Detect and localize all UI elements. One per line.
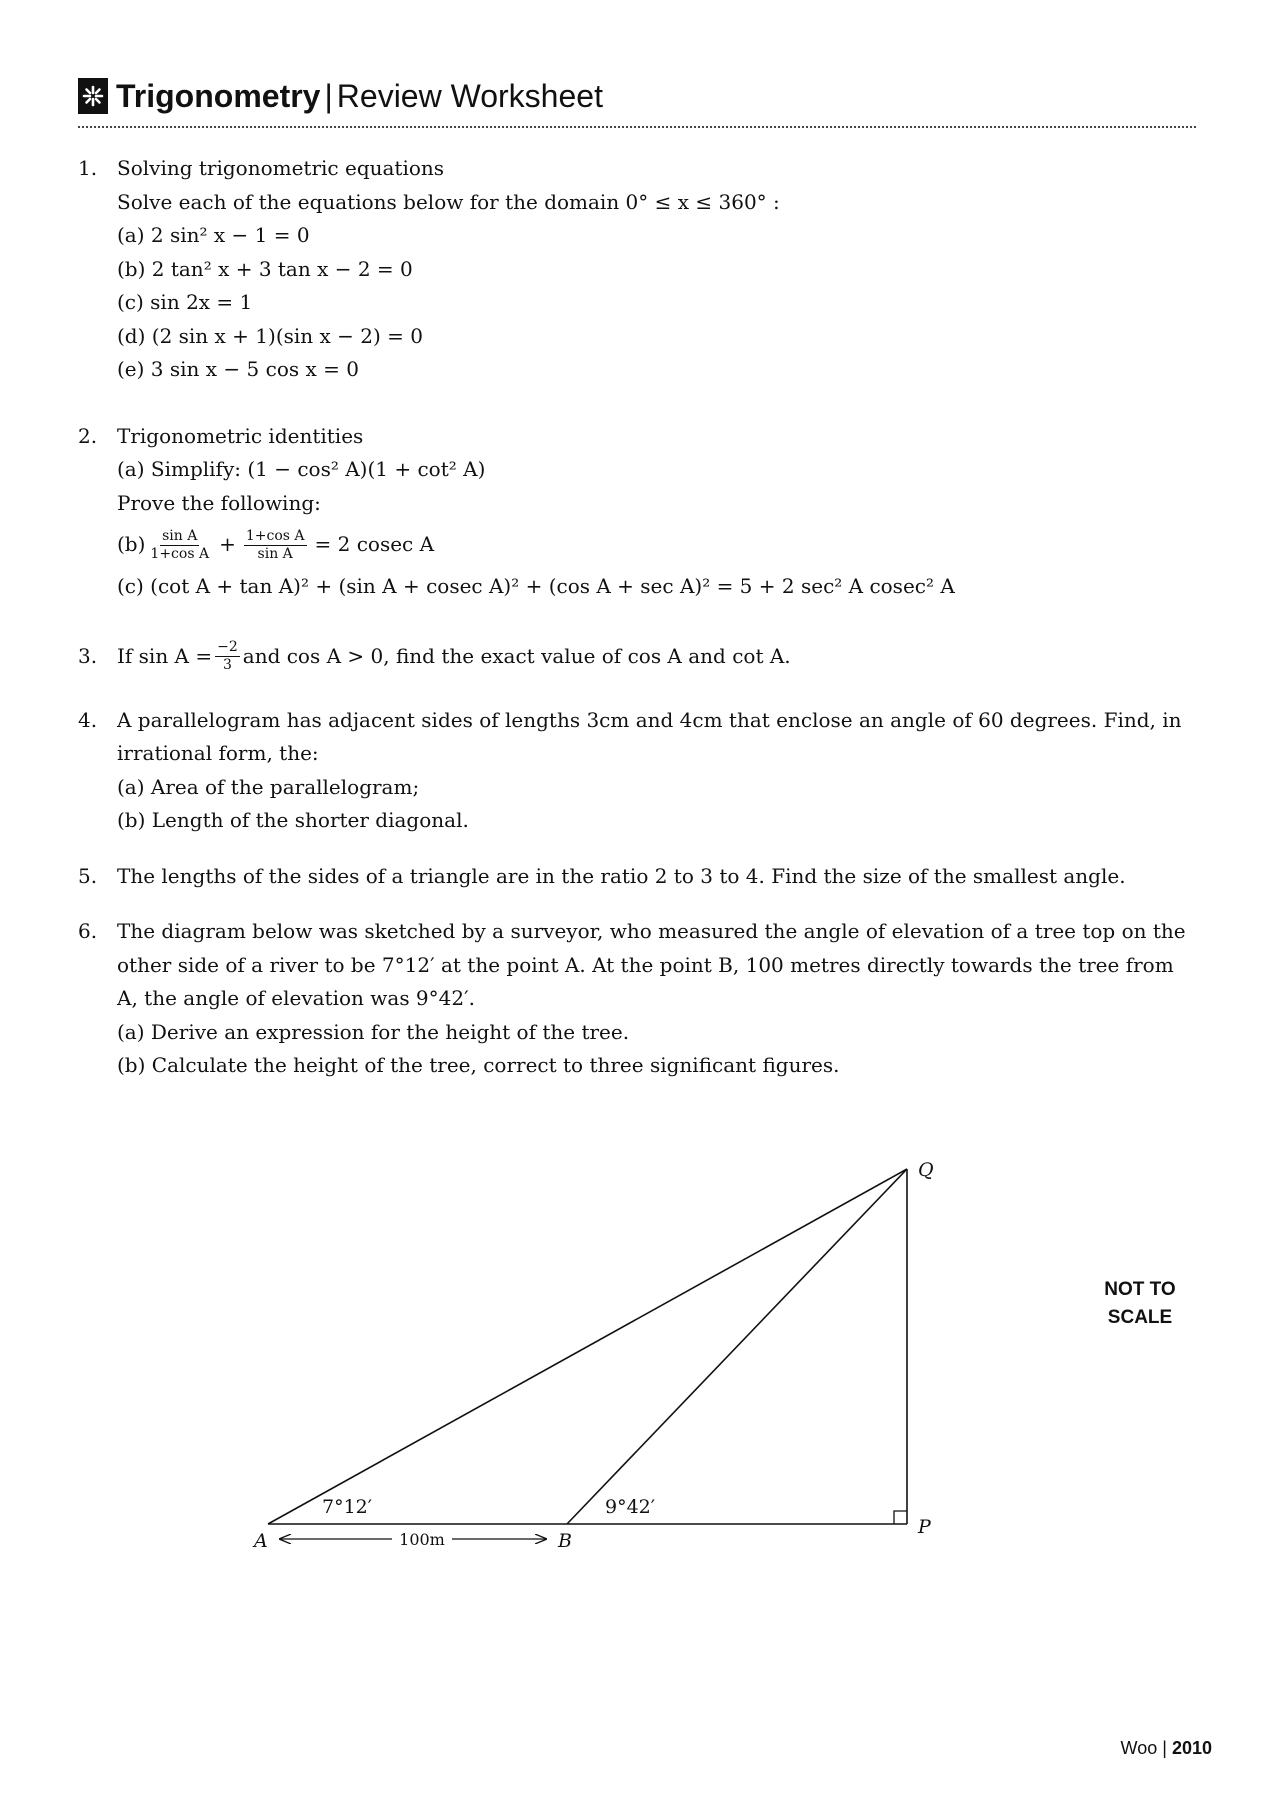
- equation-rhs: = 2 cosec A: [314, 532, 435, 557]
- question-part-b: [117, 520, 1196, 570]
- question-part-b: (b) Calculate the height of the tree, correct to three significant figures.: [117, 1053, 840, 1077]
- question-4: [78, 704, 1196, 838]
- header-separator: |: [324, 78, 333, 114]
- question-number: 4.: [78, 707, 98, 732]
- question-title: Solving trigonometric equations: [117, 156, 445, 180]
- fraction: [215, 639, 240, 674]
- question-title: Trigonometric identities: [117, 423, 364, 448]
- question-part-a: (a) Simplify: (1 − cos² A)(1 + cot² A): [117, 457, 486, 481]
- header-divider: [78, 126, 1196, 128]
- question-number: 5.: [78, 863, 98, 888]
- question-6: [78, 915, 1196, 1083]
- fraction-numerator: 1+cos A: [245, 527, 305, 544]
- page-header: [78, 76, 1196, 130]
- spacer: [78, 387, 1196, 420]
- angle-label-b: 9°42′: [605, 1496, 656, 1518]
- angle-label-a: 7°12′: [322, 1496, 373, 1518]
- question-number: 2.: [78, 423, 98, 448]
- fraction-denominator: 3: [222, 657, 232, 673]
- question-part-a: (a) 2 sin² x − 1 = 0: [117, 223, 310, 247]
- header-text: [116, 76, 603, 116]
- fraction: [148, 528, 211, 563]
- label-a: A: [254, 1530, 268, 1552]
- question-1: [78, 152, 1196, 387]
- question-number: 1.: [78, 156, 98, 180]
- question-prove-label: Prove the following:: [117, 490, 321, 515]
- question-2: [78, 420, 1196, 604]
- question-text-start: If sin A =: [117, 643, 213, 668]
- question-part-e: (e) 3 sin x − 5 cos x = 0: [117, 357, 359, 381]
- question-part-a: (a) Area of the parallelogram;: [117, 774, 420, 799]
- spacer: [78, 604, 1196, 632]
- spacer: [78, 838, 1196, 860]
- question-number: 6.: [78, 919, 98, 943]
- question-number: 3.: [78, 643, 98, 668]
- label-q: Q: [918, 1159, 934, 1181]
- question-part-c: (c) sin 2x = 1: [117, 290, 253, 314]
- question-text: The lengths of the sides of a triangle are in the ratio 2 to 3 to 4. Find the size of the smallest angle.: [117, 863, 1126, 888]
- question-text: A parallelogram has adjacent sides of lengths 3cm and 4cm that enclose an angle of 60 degrees. Find, in irrational form, the:: [117, 707, 1182, 765]
- not-to-scale-note: [1098, 1276, 1182, 1332]
- footer-separator: |: [1162, 1738, 1167, 1758]
- distance-label: 100m: [399, 1530, 445, 1549]
- question-part-b: (b) Length of the shorter diagonal.: [117, 808, 469, 832]
- part-label: (b): [117, 532, 146, 557]
- question-part-c: (c) (cot A + tan A)² + (sin A + cosec A)² + (cos A + sec A)² = 5 + 2 sec² A cosec² A: [117, 574, 955, 598]
- note-line: NOT TO: [1104, 1279, 1176, 1300]
- label-b: B: [558, 1530, 572, 1552]
- spacer: [78, 893, 1196, 915]
- question-text: [117, 632, 1196, 682]
- page-subtitle: Review Worksheet: [336, 78, 603, 114]
- page-title: Trigonometry: [116, 78, 321, 114]
- question-text: The diagram below was sketched by a surveyor, who measured the angle of elevation of a tree top on the other side of a river to be 7°12′ at the point A. At the point B, 100 metres directly towards the tree from A, the angle of elevation was 9°42′.: [117, 919, 1186, 1010]
- label-p: P: [918, 1516, 931, 1538]
- page-footer: [1121, 1738, 1212, 1759]
- question-intro: Solve each of the equations below for the domain 0° ≤ x ≤ 360° :: [117, 189, 780, 214]
- footer-year: 2010: [1171, 1738, 1212, 1758]
- question-5: [78, 860, 1196, 894]
- sight-line-aq: [268, 1169, 907, 1524]
- spacer: [78, 682, 1196, 704]
- note-line: SCALE: [1107, 1307, 1173, 1328]
- question-part-b: (b) 2 tan² x + 3 tan x − 2 = 0: [117, 256, 413, 281]
- plus-sign: +: [219, 532, 236, 557]
- fraction-numerator: sin A: [162, 527, 198, 544]
- fraction: [244, 528, 307, 563]
- question-part-a: (a) Derive an expression for the height of the tree.: [117, 1019, 630, 1044]
- question-text-end: and cos A > 0, find the exact value of cos A and cot A.: [242, 643, 791, 668]
- question-3: [78, 632, 1196, 682]
- sight-line-bq: [567, 1169, 907, 1524]
- question-list: [78, 152, 1196, 1083]
- question-part-d: (d) (2 sin x + 1)(sin x − 2) = 0: [117, 323, 424, 348]
- asterisk-flower-icon: [78, 78, 108, 114]
- fraction-denominator: 1+cos A: [150, 545, 210, 562]
- fraction-numerator: −2: [217, 639, 238, 655]
- fraction-denominator: sin A: [257, 545, 293, 562]
- right-angle-marker: [894, 1511, 907, 1524]
- footer-author: Woo: [1120, 1738, 1158, 1758]
